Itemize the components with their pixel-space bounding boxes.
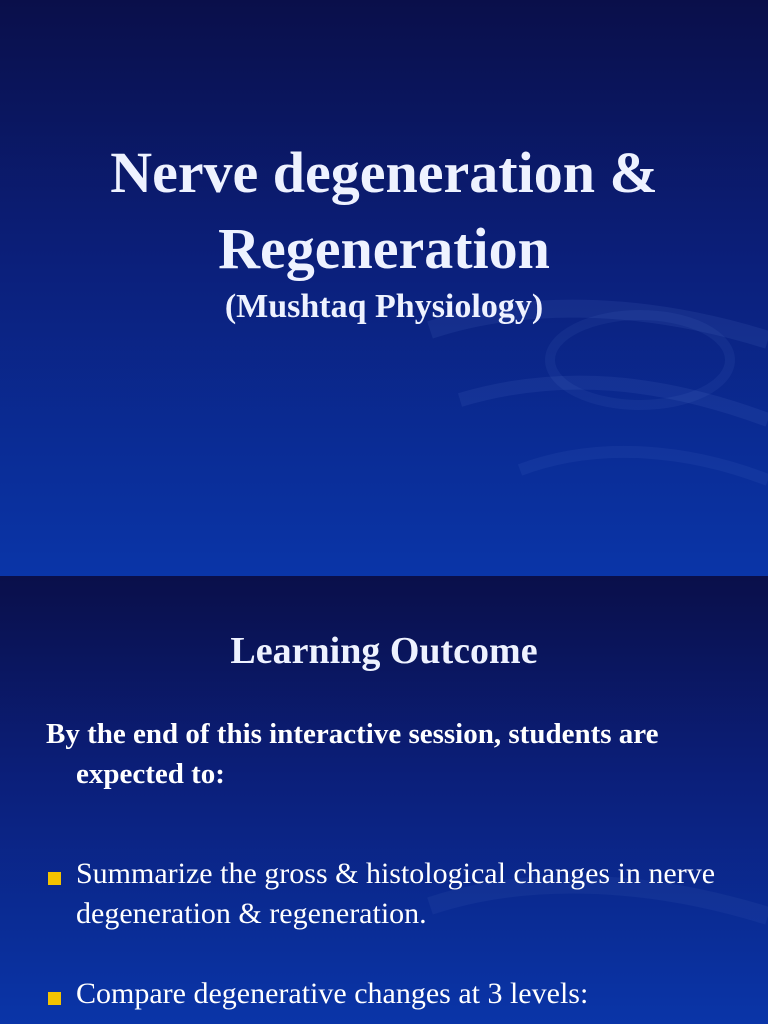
slide-title: Nerve degeneration & Regeneration [110, 140, 658, 281]
list-item [46, 854, 736, 934]
list-item-text: Compare degenerative changes at 3 levels: [76, 977, 589, 1010]
list-item-text: Summarize the gross & histological changes in nerve degeneration & regeneration. [76, 857, 716, 930]
square-bullet-icon [48, 992, 61, 1005]
square-bullet-icon [48, 872, 61, 885]
section-heading: Learning Outcome [230, 630, 538, 672]
list-item [46, 974, 736, 1014]
intro-text: By the end of this interactive session, students are expected to: [46, 718, 659, 790]
learning-outcome-slide [0, 576, 768, 1024]
outcome-list [46, 854, 736, 1024]
slide-subtitle: (Mushtaq Physiology) [224, 288, 544, 325]
